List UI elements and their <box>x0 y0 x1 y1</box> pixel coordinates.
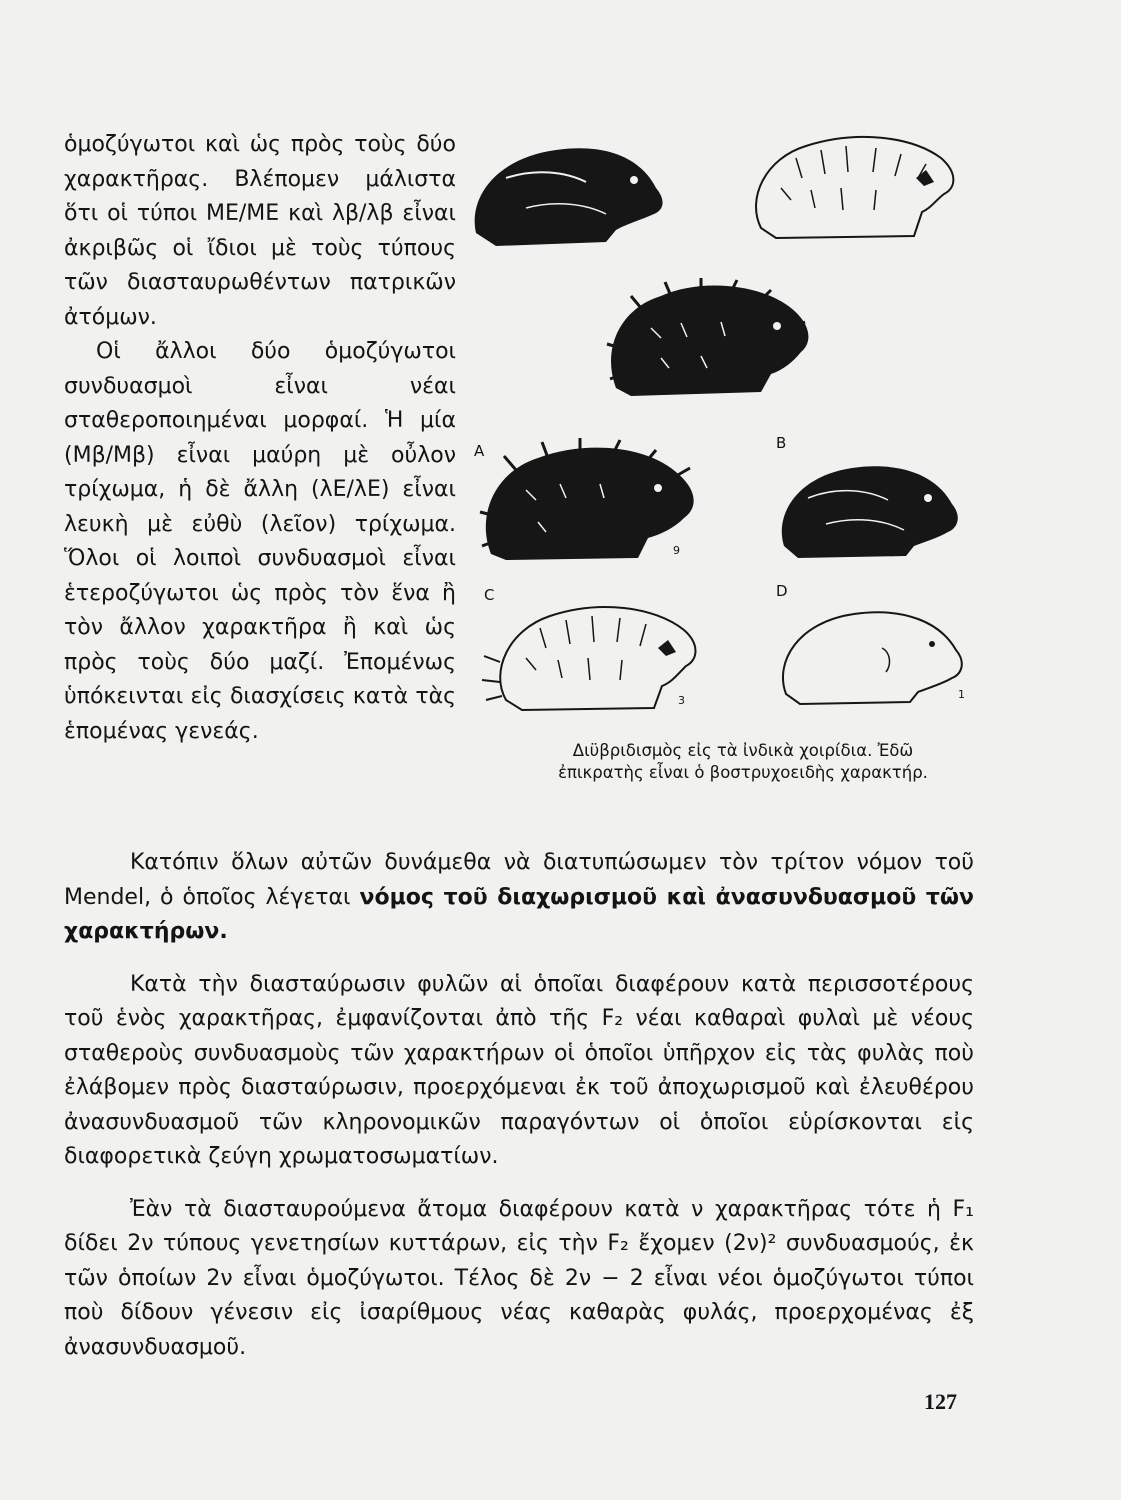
figure-label-b: B <box>776 434 787 452</box>
third-law-text: Κατόπιν ὅλων αὐτῶν δυνάμεθα νὰ διατυπώσωμεν τὸν τρίτον νόμον τοῦ Mendel, ὁ ὁποῖος λέγεται <box>64 850 974 910</box>
black-curly-guinea-pig-a <box>476 436 701 566</box>
figure-label-c: C <box>484 586 495 604</box>
figure-number-1: 1 <box>958 688 965 701</box>
white-curly-guinea-pig <box>736 128 966 246</box>
white-curly-guinea-pig-c <box>478 596 706 716</box>
black-curly-guinea-pig <box>601 278 816 403</box>
paragraph: Οἱ ἄλλοι δύο ὁμοζύγωτοι συνδυασμοὶ εἶναι νέαι σταθεροποιημέναι μορφαί. Ἡ μία (Μβ/Μβ) εἶναι μαύρη μὲ οὖλον τρίχωμα, ἡ δὲ ἄλλη (λΕ/λΕ) εἶναι λευκὴ μὲ εὐθὺ (λεῖον) τρίχωμα. Ὅλοι οἱ λοιποὶ συνδυασμοὶ εἶναι ἑτεροζύγωτοι ὡς πρὸς τὸν ἕνα ἢ τὸν ἄλλον χαρακτῆρα ἢ καὶ ὡς πρὸς τοὺς δύο μαζί. Ἐπομένως ὑπόκεινται εἰς διασχίσεις κατὰ τὰς ἑπομένας γενεάς. <box>64 339 456 744</box>
figure-label-a: A <box>474 442 485 460</box>
third-law-name: νόμος τοῦ διαχωρισμοῦ καὶ ἀνασυνδυασμοῦ τῶν χαρακτήρων. <box>64 884 974 944</box>
caption-line: ἐπικρατὴς εἶναι ὁ βοστρυχοειδὴς χαρακτήρ. <box>558 763 928 782</box>
paragraph: Ἐὰν τὰ διασταυρούμενα ἄτομα διαφέρουν κατὰ ν χαρακτῆρας τότε ἡ F₁ δίδει 2ν τύπους γενετησίων κυττάρων, εἰς τὴν F₂ ἔχομεν (2ν)² συνδυασμούς, ἐκ τῶν ὁποίων 2ν εἶναι ὁμοζύγωτοι. Τέλος δὲ 2ν − 2 εἶναι νέοι ὁμοζύγωτοι τύποι ποὺ δίδουν γένεσιν εἰς ἰσαρίθμους νέας καθαρὰς φυλάς, προερχομένας ἐξ ἀνασυνδυασμοῦ. <box>64 1196 974 1360</box>
white-smooth-guinea-pig-d <box>772 604 968 708</box>
paragraph: ὁμοζύγωτοι καὶ ὡς πρὸς τοὺς δύο χαρακτῆρας. Βλέπομεν μάλιστα ὅτι οἱ τύποι ΜΕ/ΜΕ καὶ λβ/λβ εἶναι ἀκριβῶς οἱ ἴδιοι μὲ τοὺς τύπους τῶν διασταυρωθέντων πατρικῶν ἀτόμων. <box>64 132 456 330</box>
figure-label-d: D <box>776 582 788 600</box>
page-number: 127 <box>924 1389 957 1414</box>
figure-caption <box>508 740 978 784</box>
paragraph-third-law <box>64 846 974 950</box>
figure-number-3: 3 <box>678 694 685 707</box>
caption-line: Διϋβριδισμὸς εἰς τὰ ἰνδικὰ χοιρίδια. Ἐδῶ <box>572 741 914 760</box>
paragraph: Κατὰ τὴν διασταύρωσιν φυλῶν αἱ ὁποῖαι διαφέρουν κατὰ περισσοτέρους τοῦ ἑνὸς χαρακτῆρας, ἐμφανίζονται ἀπὸ τῆς F₂ νέαι καθαραὶ φυλαὶ μὲ νέους σταθεροὺς συνδυασμοὺς τῶν χαρακτήρων οἱ ὁποῖοι ὑπῆρχον εἰς τὰς φυλὰς ποὺ ἐλάβομεν πρὸς διασταύρωσιν, προερχόμεναι ἐκ τοῦ ἀποχωρισμοῦ καὶ ἐλευθέρου ἀνασυνδυασμοῦ τῶν κληρονομικῶν παραγόντων οἱ ὁποῖοι εὑρίσκονται εἰς διαφορετικὰ ζεύγη χρωματοσωματίων. <box>64 971 974 1169</box>
black-smooth-guinea-pig <box>466 138 671 250</box>
full-width-text <box>64 846 974 1383</box>
guinea-pig-figure <box>466 128 976 818</box>
left-text-column <box>64 128 456 749</box>
figure-number-9: 9 <box>673 544 680 557</box>
black-smooth-guinea-pig-b <box>772 458 962 560</box>
